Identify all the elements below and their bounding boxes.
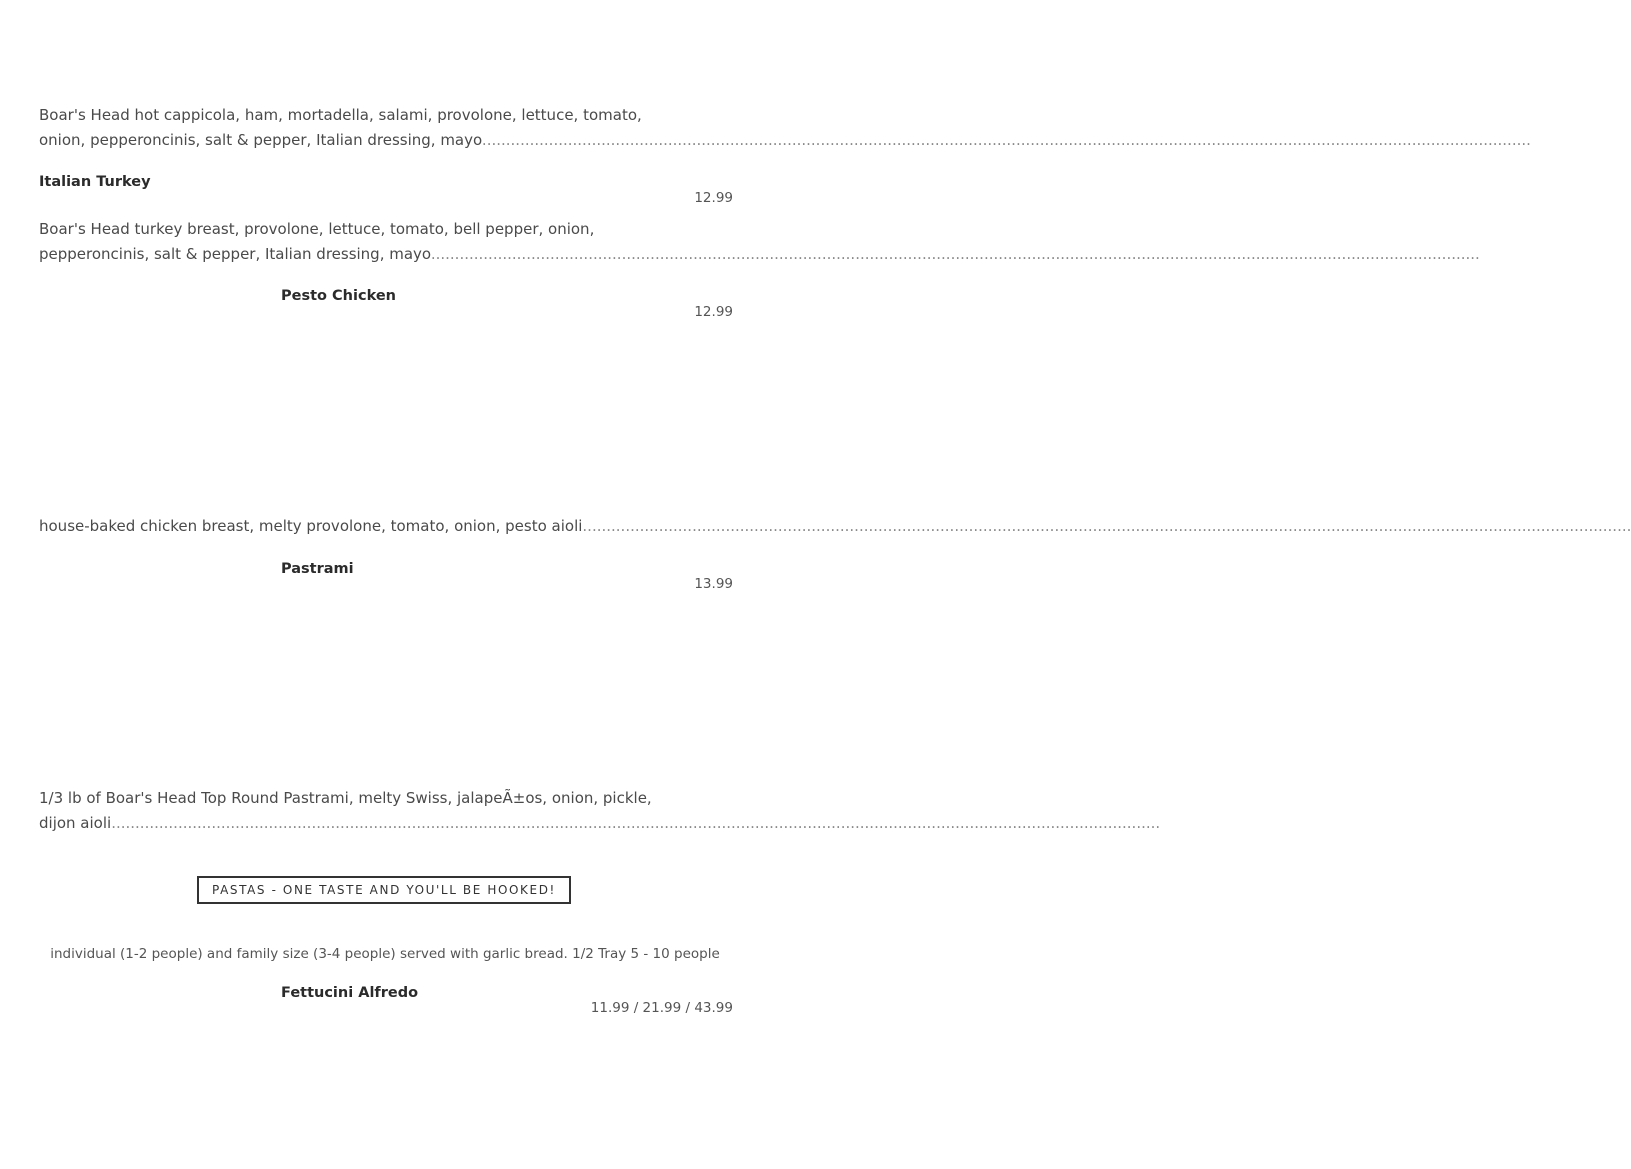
description-line [39, 514, 1631, 539]
description-line: Boar's Head turkey breast, provolone, lettuce, tomato, bell pepper, onion, [39, 220, 595, 238]
item-description [39, 514, 1631, 539]
description-text: dijon aioli [39, 814, 112, 832]
description-text: pepperoncinis, salt & pepper, Italian dressing, mayo [39, 245, 431, 263]
item-name: Italian Turkey [39, 174, 151, 190]
description-line: Boar's Head hot cappicola, ham, mortadella, salami, provolone, lettuce, tomato, [39, 106, 642, 124]
description-line [39, 128, 1531, 153]
dot-leader: ............................................................................................................................................................................................................................ [430, 245, 1480, 263]
item-price: 11.99 / 21.99 / 43.99 [590, 1000, 733, 1016]
section-note: individual (1-2 people) and family size (3-4 people) served with garlic bread. 1/2 Tray 5 - 10 people [50, 946, 720, 962]
description-line: 1/3 lb of Boar's Head Top Round Pastrami, melty Swiss, jalapeÃ±os, onion, pickle, [39, 789, 652, 807]
item-description [39, 103, 1531, 153]
item-price: 13.99 [694, 576, 733, 592]
description-line [39, 811, 1161, 836]
dot-leader: ............................................................................................................................................................................................................................ [582, 517, 1631, 535]
section-title: PASTAS - ONE TASTE AND YOU'LL BE HOOKED! [212, 883, 556, 897]
description-text: onion, pepperoncinis, salt & pepper, Italian dressing, mayo [39, 131, 482, 149]
item-price: 12.99 [694, 304, 733, 320]
item-price: 12.99 [694, 190, 733, 206]
dot-leader: ............................................................................................................................................................................................................................ [481, 131, 1531, 149]
item-name: Pesto Chicken [281, 288, 396, 304]
description-text: house-baked chicken breast, melty provolone, tomato, onion, pesto aioli [39, 517, 583, 535]
dot-leader: ............................................................................................................................................................................................................................ [111, 814, 1161, 832]
item-description [39, 217, 1480, 267]
description-line [39, 242, 1480, 267]
section-header [197, 876, 571, 904]
item-description [39, 786, 1161, 836]
item-name: Pastrami [281, 561, 354, 577]
item-name: Fettucini Alfredo [281, 985, 419, 1001]
